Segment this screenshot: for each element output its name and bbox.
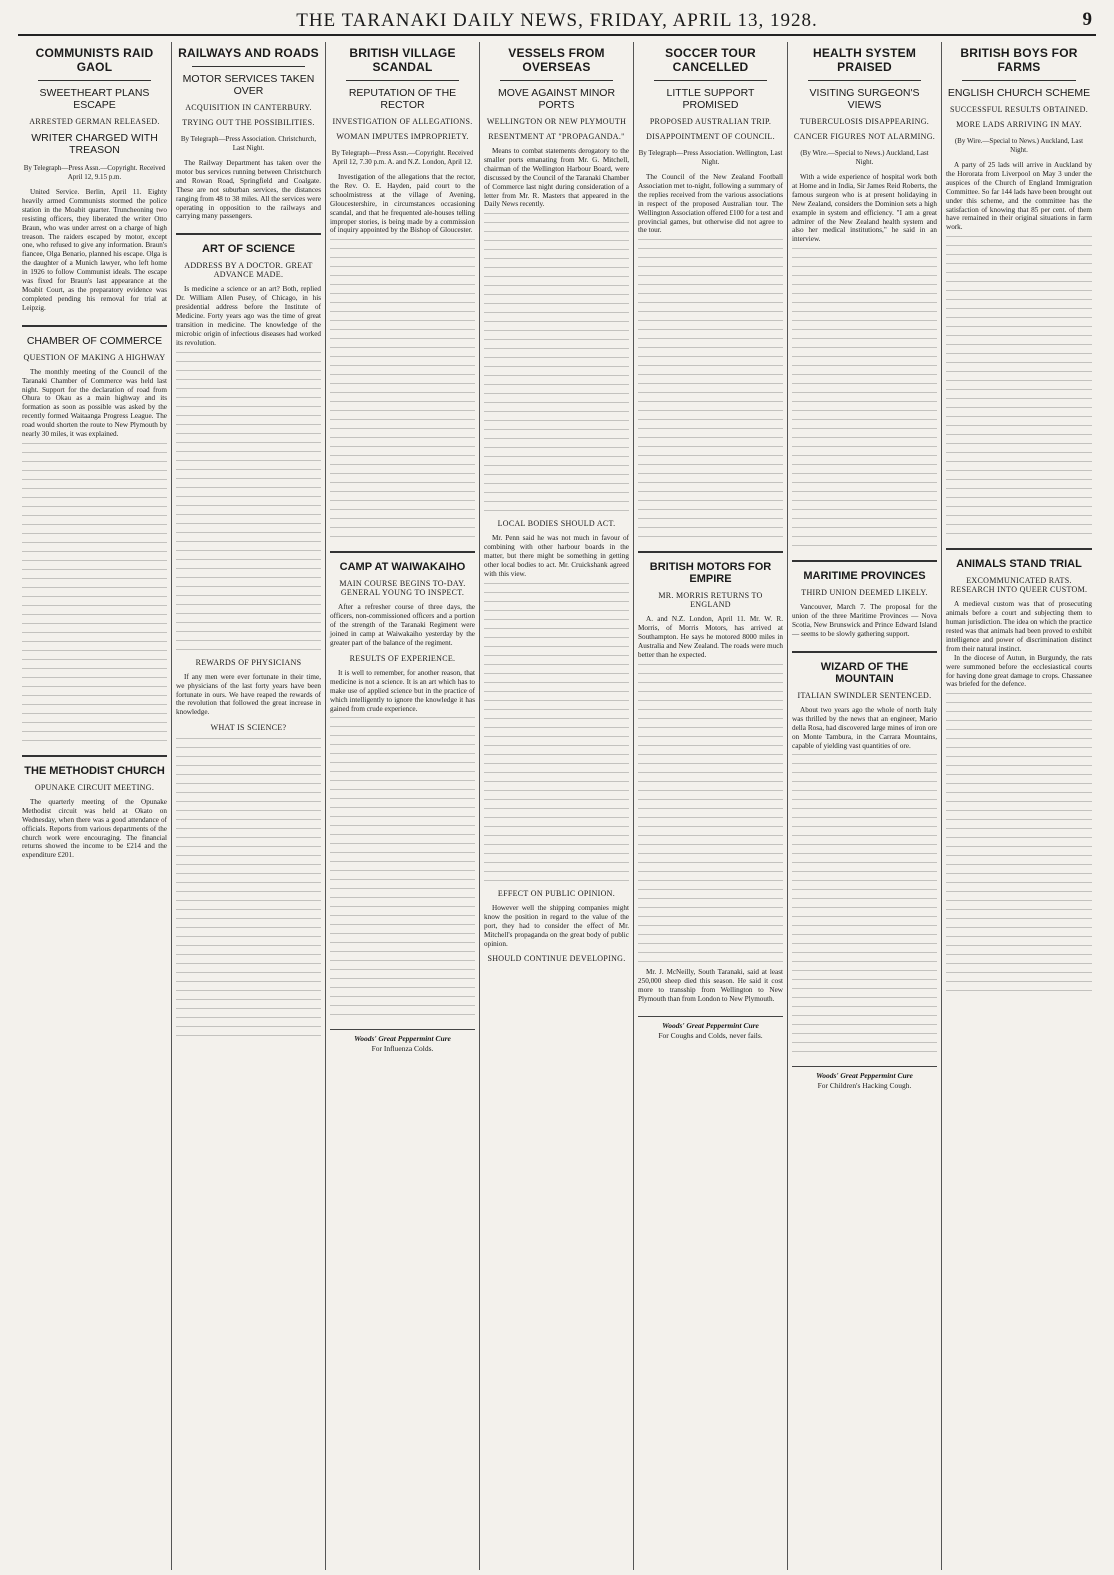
- ad-tagline: For Influenza Colds.: [371, 1044, 434, 1054]
- article-body: The Railway Department has taken over the motor bus services running between Christchurch and Rowan Road, Springfield and Coalgate. These are not suburban services, the distances ranging from 48 to 38 miles. All the services were operating in opposition to the railways and carrying many passengers.: [176, 159, 321, 221]
- section-deck: SHOULD CONTINUE DEVELOPING.: [487, 954, 626, 964]
- advertisement: [638, 1016, 783, 1041]
- section-body: Vancouver, March 7. The proposal for the union of the three Maritime Provinces — Nova Scotia, New Brunswick and Prince Edward Island — seems to be slowly gathering support.: [792, 603, 937, 638]
- headline: SOCCER TOUR CANCELLED: [665, 46, 756, 74]
- section-headline: ANIMALS STAND TRIAL: [946, 548, 1092, 570]
- subdeck: INVESTIGATION OF ALLEGATIONS.: [332, 117, 473, 126]
- text-filler: [176, 352, 321, 652]
- article-body: The Council of the New Zealand Football Association met to-night, following a summary of the replies received from the various associations in respect of the proposed Australian tour. The Wellington Association offered £100 for a test and provincial games, but otherwise did not agree to the tour.: [638, 173, 783, 235]
- section-headline: MARITIME PROVINCES: [792, 560, 937, 582]
- subdeck: SUCCESSFUL RESULTS OBTAINED.: [949, 105, 1089, 114]
- headline: VESSELS FROM OVERSEAS: [508, 46, 605, 74]
- wire-credit: By Telegraph—Press Assn.—Copyright. Received April 12, 9.15 p.m.: [23, 164, 166, 181]
- section-body: It is well to remember, for another reason, that medicine is not a science. It is an art which has to make use of applied science but in the practice of which intelligently to ignore the knowledge it has gained from crude experience.: [330, 668, 475, 713]
- section-deck: ADDRESS BY A DOCTOR. GREAT ADVANCE MADE.: [184, 261, 313, 280]
- text-filler: [484, 583, 629, 883]
- section-headline: EFFECT ON PUBLIC OPINION.: [497, 888, 616, 898]
- wire-credit: (By Wire.—Special to News.) Auckland, Last Night.: [800, 149, 929, 166]
- section-deck: OPUNAKE CIRCUIT MEETING.: [34, 782, 155, 792]
- section-headline: CHAMBER OF COMMERCE: [22, 325, 167, 347]
- subdeck: PROPOSED AUSTRALIAN TRIP.: [649, 117, 772, 126]
- text-filler: [792, 248, 937, 548]
- deck: ENGLISH CHURCH SCHEME: [947, 87, 1091, 99]
- section-deck: EXCOMMUNICATED RATS. RESEARCH INTO QUEER CUSTOM.: [950, 576, 1088, 595]
- ad-tagline: For Children's Hacking Cough.: [817, 1081, 912, 1091]
- column-boys-farms: [942, 42, 1096, 1570]
- subdeck: RESENTMENT AT "PROPAGANDA.": [488, 132, 625, 141]
- ad-name: Woods' Great Peppermint Cure: [354, 1034, 451, 1044]
- deck: LITTLE SUPPORT PROMISED: [666, 87, 755, 111]
- deck: WRITER CHARGED WITH TREASON: [31, 132, 158, 156]
- wire-credit: By Telegraph—Press Assn.—Copyright. Received April 12, 7.30 p.m. A. and N.Z. London, April 12.: [331, 149, 474, 166]
- section-body: The quarterly meeting of the Opunake Methodist circuit was held at Okato on Wednesday, when there was a good attendance of officials. Reports from various departments of the church work were encouraging. The financial returns showed the income to be £214 and the expenditure £201.: [22, 797, 167, 860]
- text-filler: [22, 443, 167, 743]
- columns: [18, 42, 1096, 1570]
- subdeck: CANCER FIGURES NOT ALARMING.: [793, 132, 936, 141]
- page-number: 9: [1082, 9, 1092, 30]
- column-village-scandal: [326, 42, 480, 1570]
- headline: HEALTH SYSTEM PRAISED: [812, 46, 917, 74]
- subdeck: MORE LADS ARRIVING IN MAY.: [956, 120, 1082, 129]
- text-filler: [484, 213, 629, 513]
- text-filler: [638, 239, 783, 539]
- text-filler: [330, 239, 475, 539]
- wire-credit: By Telegraph—Press Association. Christchurch, Last Night.: [180, 135, 317, 152]
- subdeck: WOMAN IMPUTES IMPROPRIETY.: [336, 132, 469, 141]
- text-filler: [792, 754, 937, 1054]
- section-deck: WHAT IS SCIENCE?: [210, 723, 287, 733]
- column-soccer: [634, 42, 788, 1570]
- text-filler: [946, 236, 1092, 536]
- wire-credit: By Telegraph—Press Association. Wellington, Last Night.: [638, 149, 783, 166]
- section-deck: MR. MORRIS RETURNS TO ENGLAND: [658, 591, 763, 610]
- text-filler: [638, 664, 783, 964]
- section-deck: ITALIAN SWINDLER SENTENCED.: [797, 690, 932, 700]
- text-filler: [946, 693, 1092, 993]
- section-headline: CAMP AT WAIWAKAIHO: [330, 551, 475, 573]
- section-headline: RESULTS OF EXPERIENCE.: [349, 653, 456, 663]
- subdeck: ACQUISITION IN CANTERBURY.: [185, 103, 312, 112]
- deck: MOTOR SERVICES TAKEN OVER: [182, 73, 315, 97]
- section-body: After a refresher course of three days, the officers, non-commissioned officers and a portion of the strength of the Taranaki Regiment were joined in camp at Waiwakaiho yesterday by the greater part of the balance of the regiment.: [330, 603, 475, 647]
- subdeck: TUBERCULOSIS DISAPPEARING.: [799, 117, 930, 126]
- section-headline: WIZARD OF THE MOUNTAIN: [792, 651, 937, 685]
- article-body: United Service. Berlin, April 11. Eighty heavily armed Communists stormed the police station in the Moabit quarter. Truncheoning two resisting officers, they liberated the writer Otto Braun, who was under arrest on a charge of high treason. The raiders escaped by motor, except one, who refused to give any information. Braun's fiancee, Olga Benario, planned his escape. Olga is the daughter of a Munich lawyer, who left home in 1926 to follow Communist ideals. The escape was fixed for Braun's last appearance at the Moabit Court, as the preparatory evidence was completed pending his removal for trial at Leipzig.: [22, 188, 167, 312]
- section-headline: BRITISH MOTORS FOR EMPIRE: [638, 551, 783, 585]
- section-body: A medieval custom was that of prosecuting animals before a court and subjecting them to human jurisdiction. The idea on which the practice rested was that animals had been proved to exhibit intelligence and power of discrimination distinct from their natural instinct.: [946, 600, 1092, 653]
- column-railways: [172, 42, 326, 1570]
- headline: COMMUNISTS RAID GAOL: [35, 46, 154, 74]
- masthead: [18, 8, 1096, 36]
- subdeck: ARRESTED GERMAN RELEASED.: [29, 117, 160, 126]
- headline: BRITISH BOYS FOR FARMS: [960, 46, 1078, 74]
- column-communists: [18, 42, 172, 1570]
- section-headline: THE METHODIST CHURCH: [22, 755, 167, 777]
- section-deck: MAIN COURSE BEGINS TO-DAY. GENERAL YOUNG TO INSPECT.: [339, 579, 466, 598]
- section-headline: REWARDS OF PHYSICIANS: [195, 657, 302, 667]
- deck: MOVE AGAINST MINOR PORTS: [497, 87, 616, 111]
- article-body: Means to combat statements derogatory to the smaller ports emanating from Mr. G. Mitchell, chairman of the Wellington Harbour Board, were discussed by the Council of the Taranaki Chamber of Commerce last night during consideration of a letter from Mr. R. Masters that appeared in the Daily News recently.: [484, 147, 629, 209]
- advertisement: [330, 1029, 475, 1054]
- section-headline: LOCAL BODIES SHOULD ACT.: [497, 519, 616, 529]
- section-body: Mr. Penn said he was not much in favour of combining with other harbour boards in the matter, but there might be something in getting other local bodies to act. Mr. Cruickshank agreed with this view.: [484, 534, 629, 578]
- article-body: With a wide experience of hospital work both at Home and in India, Sir James Reid Roberts, the famous surgeon who is at present holidaying in New Zealand, considers the Dominion sets a high example in system and efficiency. "I am a great admirer of the New Zealand health system and also her medical institutions," he said in an interview.: [792, 173, 937, 244]
- section-body: Is medicine a science or an art? Both, replied Dr. William Allen Pusey, of Chicago, in his presidential address before the Institute of Medicine. Forty years ago was the time of great transition in medicine. The knowledge of the microbic origin of infectious diseases had worked its revolution.: [176, 285, 321, 347]
- section-body: However well the shipping companies might know the position in regard to the value of the port, they had to consider the effect of Mr. Mitchell's propaganda on the great body of public opinion.: [484, 903, 629, 948]
- deck: SWEETHEART PLANS ESCAPE: [39, 87, 150, 111]
- section-deck: QUESTION OF MAKING A HIGHWAY: [23, 352, 166, 362]
- subdeck: WELLINGTON OR NEW PLYMOUTH: [486, 117, 627, 126]
- subdeck: TRYING OUT THE POSSIBILITIES.: [182, 118, 315, 127]
- article-body: Investigation of the allegations that the rector, the Rev. O. E. Hayden, paid court to the schoolmistress at the village of Avening, Gloucestershire, in circumstances occasioning scandal, and that he frequented ale-houses telling improper stories, is being made by a commission of inquiry appointed by the Bishop of Gloucester.: [330, 173, 475, 235]
- deck: REPUTATION OF THE RECTOR: [348, 87, 457, 111]
- wire-credit: (By Wire.—Special to News.) Auckland, Last Night.: [954, 137, 1084, 154]
- ad-tagline: For Coughs and Colds, never fails.: [658, 1030, 763, 1040]
- section-body: In the diocese of Autun, in Burgundy, the rats were summoned before the ecclesiastical courts for having done great damage to crops. Chassanee was briefed for the defence.: [946, 653, 1092, 689]
- headline: RAILWAYS AND ROADS: [178, 46, 319, 60]
- column-health: [788, 42, 942, 1570]
- text-filler: [330, 717, 475, 1017]
- section-body: Mr. J. McNeilly, South Taranaki, said at least 250,000 sheep died this season. He said it cost more to transship from Wellington to New Plymouth than from London to New Plymouth.: [638, 967, 783, 1003]
- text-filler: [176, 738, 321, 1038]
- subdeck: DISAPPOINTMENT OF COUNCIL.: [646, 132, 775, 141]
- article-body: A party of 25 lads will arrive in Auckland by the Hororata from Liverpool on May 3 under the auspices of the Church of England Immigration Committee. So far 144 lads have been brought out under this scheme, and the committee has the satisfaction of knowing that 85 per cent. of them have remained in their original situations in farm work.: [946, 161, 1092, 232]
- section-body: The monthly meeting of the Council of the Taranaki Chamber of Commerce was held last night. Support for the declaration of road from Ohura to Okau as a main highway and its formation as soon as possible was asked by the recently formed Waitaanga Progress League. The road would shorten the route to New Plymouth by nearly 30 miles, it was explained.: [22, 367, 167, 439]
- headline: BRITISH VILLAGE SCANDAL: [349, 46, 456, 74]
- ad-name: Woods' Great Peppermint Cure: [816, 1071, 913, 1081]
- column-vessels: [480, 42, 634, 1570]
- section-headline: ART OF SCIENCE: [176, 233, 321, 255]
- deck: VISITING SURGEON'S VIEWS: [809, 87, 920, 111]
- advertisement: [792, 1066, 937, 1091]
- section-body: About two years ago the whole of north Italy was thrilled by the news that an engineer, Mario della Rosa, had discovered large mines of iron ore on Monte Tambura, in the Carrara Mountains, capable of yielding vast quantities of ore.: [792, 705, 937, 750]
- section-body: A. and N.Z. London, April 11. Mr. W. R. Morris, of Morris Motors, has arrived at Southampton. He says he motored 8000 miles in Australia and New Zealand. The roads were much better than he expected.: [638, 615, 783, 659]
- ad-name: Woods' Great Peppermint Cure: [662, 1020, 759, 1030]
- section-body: If any men were ever fortunate in their time, we physicians of the last forty years have been fortunate in ours. We have reaped the rewards of the revolution that followed the great increase in knowledge.: [176, 672, 321, 717]
- section-deck: THIRD UNION DEEMED LIKELY.: [801, 588, 928, 598]
- masthead-title: THE TARANAKI DAILY NEWS, FRIDAY, APRIL 13, 1928.: [296, 10, 818, 31]
